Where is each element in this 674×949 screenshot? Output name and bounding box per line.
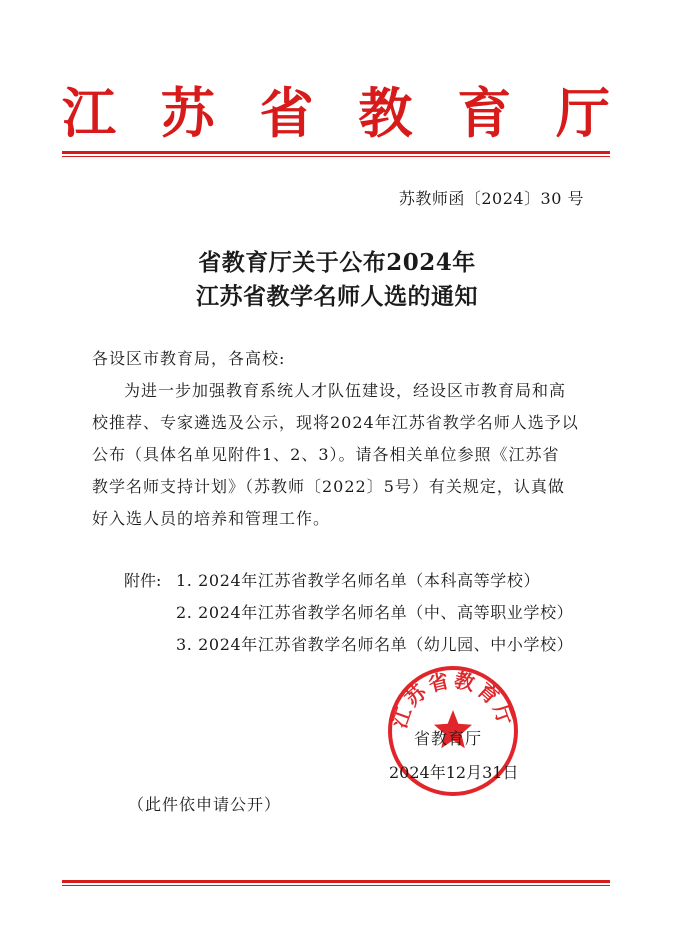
body-line: 教学名师支持计划》（苏教师〔2022〕5号）有关规定，认真做: [92, 477, 565, 496]
document-number: 苏教师函〔2024〕30 号: [398, 189, 584, 208]
issuer-char: 江: [62, 81, 116, 145]
attachment-item: 2. 2024年江苏省教学名师名单（中、高等职业学校）: [176, 603, 574, 622]
attachment-item: 1. 2024年江苏省教学名师名单（本科高等学校）: [176, 571, 541, 590]
signature-organization: 省教育厅: [414, 729, 483, 748]
body-line: 公布（具体名单见附件1、2、3）。请各相关单位参照《江苏省: [92, 445, 560, 464]
issuer-char: 苏: [160, 81, 215, 145]
header-divider-thin: [62, 156, 610, 157]
issuer-title: [62, 78, 610, 148]
body-line: 好入选人员的培养和管理工作。: [92, 509, 331, 528]
signature-date: 2024年12月31日: [389, 763, 519, 782]
salutation: 各设区市教育局，各高校:: [92, 349, 286, 368]
issuer-char: 教: [358, 81, 413, 145]
body-line: 校推荐、专家遴选及公示，现将2024年江苏省教学名师人选予以: [92, 413, 579, 432]
body-line: 为进一步加强教育系统人才队伍建设，经设区市教育局和高: [124, 381, 567, 400]
document-title-line-2: 江苏省教学名师人选的通知: [196, 283, 478, 310]
issuer-char: 育: [457, 81, 512, 145]
seal-text: 江苏省教育厅: [386, 667, 520, 732]
issuer-char: 厅: [555, 81, 610, 145]
issuer-char: 省: [259, 81, 314, 145]
disclosure-note: （此件依申请公开）: [128, 795, 282, 814]
footer-divider-thick: [62, 880, 610, 883]
footer-divider-thin: [62, 885, 610, 886]
document-title-line-1: 省教育厅关于公布2024年: [198, 249, 476, 276]
attachments-label: 附件:: [124, 571, 162, 590]
header-divider-thick: [62, 151, 610, 154]
attachment-item: 3. 2024年江苏省教学名师名单（幼儿园、中小学校）: [176, 635, 574, 654]
